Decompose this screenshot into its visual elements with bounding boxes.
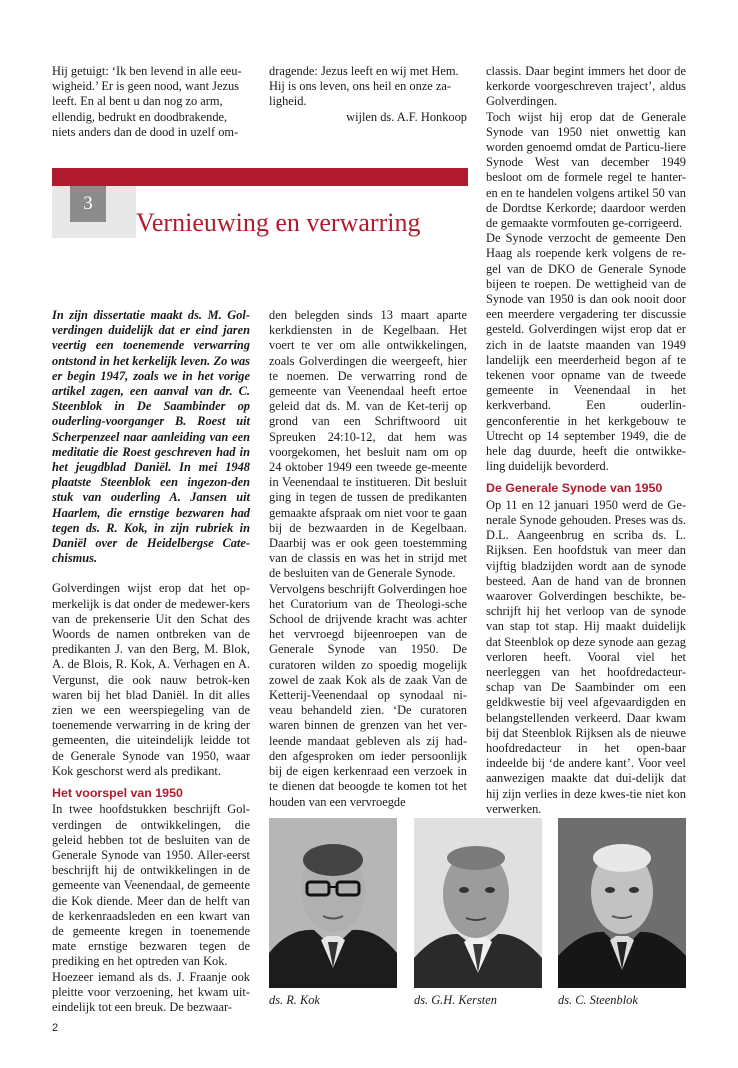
text-line: erop dat er zich in de laatste maanden bbox=[486, 322, 686, 352]
text-line: gezag verloren heeft. Vooral viel het bbox=[486, 634, 686, 664]
text-line: Synode van 1950 niet onwettig kan bbox=[486, 124, 686, 139]
page-number: 2 bbox=[52, 1022, 59, 1034]
portrait-kersten-image bbox=[414, 818, 542, 988]
text-line: den afgesproken om ieder persoonlijk bbox=[269, 748, 467, 763]
text-line: kwam bij dat Steenblok Rijksen als de bbox=[486, 710, 686, 740]
photo-kersten bbox=[414, 818, 542, 988]
text-line: leeft. En al bent u dan nog zo arm, bbox=[52, 94, 223, 109]
intro-paragraph bbox=[52, 308, 250, 566]
text-line: Dit besluit ging in tegen de tussen de bbox=[269, 475, 467, 505]
text-line: was er begin 1947, zoals we in het bbox=[52, 353, 250, 383]
text-line: en en te handelen volgens artikel 50 bbox=[486, 185, 665, 200]
text-line: Op 11 en 12 januari 1950 werd de Ge- bbox=[486, 497, 686, 512]
text-line: liere Synode West van december 1949 bbox=[486, 140, 686, 170]
col3-paragraph-1 bbox=[486, 64, 686, 110]
text-line: bijeen te roepen. De wettigheid van bbox=[486, 276, 670, 291]
text-line: ertoe geleid dat ds. M. van de Ket- bbox=[269, 384, 467, 414]
text-line: hoe het Curatorium van de Theologi- bbox=[269, 581, 467, 611]
text-line: merkelijk is dat onder de medewer- bbox=[52, 596, 230, 611]
top-column-2 bbox=[269, 64, 467, 125]
text-line: ling duidelijk bevorderd. bbox=[486, 459, 609, 474]
text-line: en belangstellenden verkeerd. Daar bbox=[486, 695, 686, 725]
text-line: Vervolgens beschrijft Golverdingen bbox=[269, 581, 446, 596]
photo-steenblok bbox=[558, 818, 686, 988]
text-line: baar indeelde bij ‘de andere kant’. bbox=[486, 740, 686, 771]
text-line: werden de gemaakte vormfouten ge- bbox=[486, 200, 686, 231]
text-line: besteed. Aan de hand van de bronnen bbox=[486, 573, 686, 588]
text-line: in de Kegelbaan. Daarbij was er ook bbox=[269, 520, 467, 551]
text-line: de Generale Synode van 1950. Aller- bbox=[52, 832, 250, 862]
text-line: hier te noemen. De verwarring rond bbox=[269, 353, 467, 383]
text-line: chismus. bbox=[52, 551, 98, 566]
text-line: 1948 plaatste Steenblok een ingezon- bbox=[52, 460, 250, 490]
text-line: uit Spreuken 24:10-12, dat hem was bbox=[269, 414, 467, 444]
text-line: besloot om de formele regel te hanter- bbox=[486, 170, 686, 185]
text-line: een kwart van de gemeente kregen in bbox=[52, 908, 250, 938]
text-line: kerkdiensten in de Kegelbaan. Het bbox=[269, 323, 467, 338]
text-line: kring der gemeenten, die uiteindelijk bbox=[52, 718, 250, 748]
text-line: Golverdingen wijst erop dat het op- bbox=[52, 581, 250, 596]
section-title: Vernieuwing en verwarring bbox=[136, 208, 421, 237]
text-line: de Generale Synode. bbox=[352, 566, 456, 581]
portrait-steenblok-image bbox=[558, 818, 686, 988]
text-line: gemeente die Kok diende. Meer dan bbox=[52, 878, 250, 908]
text-line: van de Dordtse Kerkorde; daardoor bbox=[486, 185, 686, 215]
text-line: In twee hoofdstukken beschrijft Gol- bbox=[52, 802, 250, 817]
text-line: schap van De Saambinder om een bbox=[486, 680, 686, 695]
text-line: Hij is ons leven, ons heil en onze za- bbox=[269, 79, 452, 94]
col2-paragraph-2 bbox=[269, 582, 467, 810]
text-line: bij de eigen kerkenraad een verzoek bbox=[269, 764, 454, 779]
text-line: discussie gesteld. Golverdingen wijst bbox=[486, 307, 686, 337]
text-line: de predikanten J. van den Berg, M. bbox=[52, 627, 250, 657]
text-line: In zijn dissertatie maakt ds. M. Gol- bbox=[52, 308, 250, 322]
text-line: verdingen de ontwikkelingen, die bbox=[52, 817, 250, 832]
text-line: had in het jeugdblad Daniël. In mei bbox=[52, 444, 250, 475]
text-line: zoals Golverdingen die weergeeft, bbox=[269, 353, 444, 368]
text-line: van de Generale Synode van 1950. De bbox=[269, 627, 467, 657]
text-line: 1950, waar Kok geschorst werd als bbox=[52, 748, 250, 778]
text-line: Utrecht op 14 september 1949, die de bbox=[486, 428, 686, 443]
text-line: de tweede gemeente in Veenendaal bbox=[486, 368, 686, 398]
text-line: den stuk van ouderling A. Jansen uit bbox=[52, 475, 250, 505]
text-line: begon af te tekenen voor opname van bbox=[486, 352, 686, 383]
text-line: in het kerkverband. Een ouderlin- bbox=[486, 383, 686, 413]
text-line: Daniël over de Heidelbergse Cate- bbox=[52, 536, 250, 551]
photo-kok bbox=[269, 818, 397, 988]
text-line: van stap tot stap. Hij maakt duidelijk bbox=[486, 619, 686, 634]
text-line: de helft van de kerkenraadsleden en bbox=[52, 893, 250, 923]
top-col1-text bbox=[52, 64, 250, 140]
text-line: veertig een toenemende verwarring bbox=[52, 338, 250, 353]
text-line: voorgekomen, het besluit nam om bbox=[269, 444, 449, 459]
text-line: waarover Golverdingen beschikte, be- bbox=[486, 588, 686, 603]
text-line: worden genoemd omdat de Particu- bbox=[486, 140, 664, 155]
text-line: niet voor te gaan bij de bezwaarden bbox=[269, 505, 467, 535]
text-line: classis. Daar begint immers het door bbox=[486, 64, 671, 78]
text-line: pleitte voor verzoening, het kwam uit- bbox=[52, 984, 250, 999]
text-line: voert te ver om alle ontwikkelingen, bbox=[269, 338, 467, 353]
text-line: ellendig, bedrukt en doodbrakende, bbox=[52, 109, 228, 124]
text-line: Toch wijst hij erop dat de Generale bbox=[486, 109, 686, 124]
section-red-band bbox=[52, 168, 468, 186]
caption-steenblok: ds. C. Steenblok bbox=[558, 993, 638, 1007]
text-line: vorige artikel zagen, een aanval van bbox=[52, 368, 250, 399]
text-line: een meditatie die Roest geschreven bbox=[52, 429, 250, 459]
text-line: op ouderling-voorganger B. Roest uit bbox=[52, 399, 250, 429]
text-line: ds. D.L. Aangeenbrug en scriba ds. L. bbox=[486, 512, 686, 543]
text-line: des Woords de namen ontbreken van bbox=[52, 611, 250, 642]
text-line: in te dienen dat beoogde te komen bbox=[269, 764, 467, 794]
text-line: alles zien we een weerspiegeling van bbox=[52, 687, 250, 718]
text-line: de toenemende verwarring in de bbox=[52, 703, 250, 733]
text-line: curatoren wilden zo spoedig mogelijk bbox=[269, 657, 467, 672]
text-line: Blok, A. de Blois, R. Kok, A. Verhagen bbox=[52, 642, 250, 672]
text-line: ontstond in het kerkelijk leven. Zo bbox=[52, 353, 228, 368]
text-line: dat Steenblok op deze synode aan bbox=[486, 634, 654, 649]
top-col2-text bbox=[269, 64, 467, 110]
column-2 bbox=[269, 308, 467, 810]
text-line: in de gemeente van Veenendaal, de bbox=[52, 863, 250, 893]
text-line: sche School de drijvende kracht was bbox=[269, 596, 467, 627]
text-line: neerleggen van het hoofdredacteur- bbox=[486, 664, 686, 679]
text-line: nieuwe hoofdredacteur in het open- bbox=[486, 725, 686, 755]
text-line: schrijft hij het verloop van de synode bbox=[486, 604, 686, 619]
text-line: eerst beschrijft hij de ontwikkelingen bbox=[52, 847, 250, 878]
text-line: geldkwestie bij veel afgevaardigden bbox=[486, 695, 670, 710]
text-line: ligheid. bbox=[269, 94, 307, 109]
column-1 bbox=[52, 308, 250, 1015]
text-line: Rijksen. Een hoofdstuk van meer dan bbox=[486, 543, 686, 558]
text-line: de kerkorde voorgeschreven traject’, bbox=[486, 64, 686, 94]
text-line: leidde tot de Generale Synode van bbox=[52, 733, 250, 763]
text-line: tie niet kon verwerken. bbox=[486, 786, 686, 816]
text-line: achter het vervroegd bijeenroepen bbox=[269, 612, 467, 642]
text-line: predikanten gemaakte afspraak om bbox=[269, 490, 467, 520]
text-line: dr. C. Steenblok in De Saambinder bbox=[52, 384, 250, 414]
text-line: wigheid.’ Er is geen nood, want Jezus bbox=[52, 79, 239, 94]
text-line: aldus Golverdingen. bbox=[486, 79, 686, 109]
signature: wijlen ds. A.F. Honkoop bbox=[346, 109, 467, 124]
text-line: Haag als roepende kerk volgens de re- bbox=[486, 246, 686, 261]
text-line: toenemende mate ernstige bezwaren bbox=[52, 923, 250, 954]
text-line: delijk dat hij zijn verlies in deze kwes- bbox=[486, 771, 687, 801]
text-line: Ketterij-Veenendaal op synodaal ni- bbox=[269, 688, 467, 703]
portrait-kok-image bbox=[269, 818, 397, 988]
text-line: gel van de DKO de Generale Synode bbox=[486, 261, 686, 276]
col2-paragraph-1 bbox=[269, 308, 467, 582]
text-line: eindelijk tot een breuk. De bezwaar- bbox=[52, 999, 233, 1014]
text-line: geen toestemming van de classis en bbox=[269, 536, 467, 566]
text-line: hele dag duurde, heeft die ontwikke- bbox=[486, 444, 686, 459]
text-line: predikant. bbox=[171, 763, 221, 778]
text-line: corrigeerd. bbox=[628, 216, 683, 231]
text-line: van Kok. bbox=[182, 954, 228, 969]
text-line: Haarlem, die ernstige bezwaren had bbox=[52, 505, 250, 520]
text-line: en A. Vergunst, die ook nauw betrok- bbox=[52, 657, 251, 687]
column-3 bbox=[486, 64, 686, 817]
text-line: was het in strijd met de besluiten van bbox=[269, 551, 467, 581]
text-line: leende mandaat gebleven als zij had- bbox=[269, 733, 467, 748]
text-line: de Synode van 1950 is dan ook nooit bbox=[486, 276, 686, 307]
subheading-voorspel: Het voorspel van 1950 bbox=[52, 786, 183, 801]
text-line: vijftig bladzijden wordt aan de synode bbox=[486, 558, 686, 573]
text-line: den belegden sinds 13 maart aparte bbox=[269, 308, 467, 322]
text-line: De Synode verzocht de gemeente Den bbox=[486, 231, 686, 246]
text-line: dragende: Jezus leeft en wij met Hem. bbox=[269, 64, 459, 78]
text-line: kers van de prekenserie Uit den Schat bbox=[52, 596, 250, 626]
text-line: op 24 oktober 1949 een tweede ge- bbox=[269, 444, 467, 475]
text-line: waren binnen de grenzen van het ver- bbox=[269, 718, 467, 733]
text-line: nerale Synode gehouden. Preses was bbox=[486, 512, 669, 527]
text-line: tot het houden van een vervroegde bbox=[269, 779, 467, 809]
text-line: zowel de zaak Kok als de zaak Van de bbox=[269, 672, 467, 687]
text-line: verdingen duidelijk dat er eind jaren bbox=[52, 323, 250, 338]
subheading-generale-synode: De Generale Synode van 1950 bbox=[486, 481, 663, 496]
caption-kersten: ds. G.H. Kersten bbox=[414, 993, 497, 1007]
text-line: ken waren bij het blad Daniël. In dit bbox=[52, 672, 250, 702]
text-line: niets anders dan de dood in uzelf om- bbox=[52, 124, 239, 139]
col3-paragraph-3 bbox=[486, 231, 686, 474]
col1-paragraph-3 bbox=[52, 970, 250, 1016]
text-line: meente in Veenendaal te institueren. bbox=[269, 460, 467, 490]
text-line: de gemeente van Veenendaal heeft bbox=[269, 368, 467, 399]
text-line: veau behandeld zien. ‘De curatoren bbox=[269, 703, 467, 718]
text-line: van 1949 landelijk een meerderheid bbox=[486, 337, 686, 367]
col3-paragraph-4 bbox=[486, 498, 686, 817]
text-line: door een meerdere vergadering ter bbox=[486, 292, 686, 322]
col1-paragraph-1 bbox=[52, 581, 250, 779]
text-line: Voor veel aanwezigen maakte dat dui- bbox=[486, 756, 686, 786]
col1-paragraph-2 bbox=[52, 802, 250, 969]
text-line: tegen de prediking en het optreden bbox=[52, 939, 250, 969]
text-line: Hoezeer iemand als ds. J. Fraanje ook bbox=[52, 969, 250, 984]
section-number: 3 bbox=[70, 186, 106, 222]
text-line: tegen ds. R. Kok, in zijn rubriek in bbox=[52, 520, 250, 535]
caption-kok: ds. R. Kok bbox=[269, 993, 320, 1007]
text-line: genconferentie in het kerkgebouw te bbox=[486, 413, 686, 428]
text-line: terij op grond van een Schriftwoord bbox=[269, 399, 467, 429]
col3-paragraph-2 bbox=[486, 110, 686, 232]
text-line: Hij getuigt: ‘Ik ben levend in alle eeu- bbox=[52, 64, 242, 78]
text-line: geleid hebben tot de besluiten van bbox=[52, 832, 233, 847]
top-column-1 bbox=[52, 64, 250, 140]
text-line: Scherpenzeel naar aanleiding van bbox=[52, 429, 229, 444]
